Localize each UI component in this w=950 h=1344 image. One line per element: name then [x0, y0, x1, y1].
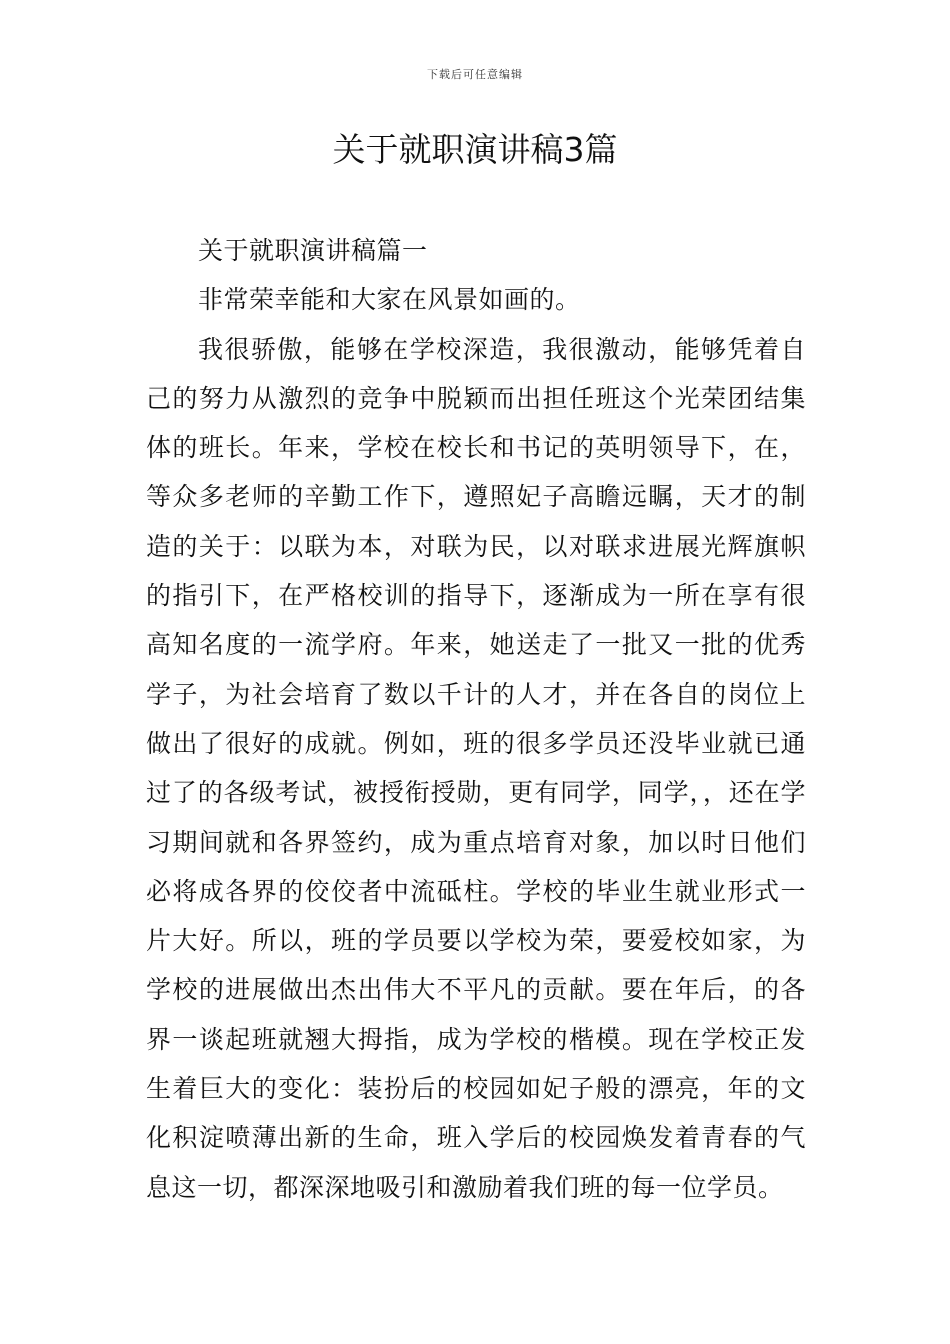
document-title: 关于就职演讲稿3篇 — [332, 130, 618, 169]
opening-paragraph: 非常荣幸能和大家在风景如画的。 — [198, 285, 581, 315]
page-header-note: 下载后可任意编辑 — [427, 68, 523, 81]
section-heading: 关于就职演讲稿篇一 — [198, 236, 428, 265]
body-paragraph: 我很骄傲，能够在学校深造，我很激动，能够凭着自己的努力从激烈的竞争中脱颖而出担任班这个光荣团结集体的班长。年来，学校在校长和书记的英明领导下，在，等众多老师的辛勤工作下，遵照妃子高瞻远瞩，天才的制造的关于：以联为本，对联为民，以对联求进展光辉旗帜的指引下，在严格校训的指导下，逐渐成为一所在享有很高知名度的一流学府。年来，她送走了一批又一批的优秀学子，为社会培育了数以千计的人才，并在各自的岗位上做出了很好的成就。例如，班的很多学员还没毕业就已通过了的各级考试，被授衔授勋，更有同学，同学，，还在学习期间就和各界签约，成为重点培育对象，加以时日他们必将成各界的佼佼者中流砥柱。学校的毕业生就业形式一片大好。所以，班的学员要以学校为荣，要爱校如家，为学校的进展做出杰出伟大不平凡的贡献。要在年后，的各界一谈起班就翘大拇指，成为学校的楷模。现在学校正发生着巨大的变化：装扮后的校园如妃子般的漂亮，年的文化积淀喷薄出新的生命，班入学后的校园焕发着青春的气息这一切，都深深地吸引和激励着我们班的每一位学员。 — [146, 334, 806, 1202]
document-body — [146, 226, 806, 1212]
